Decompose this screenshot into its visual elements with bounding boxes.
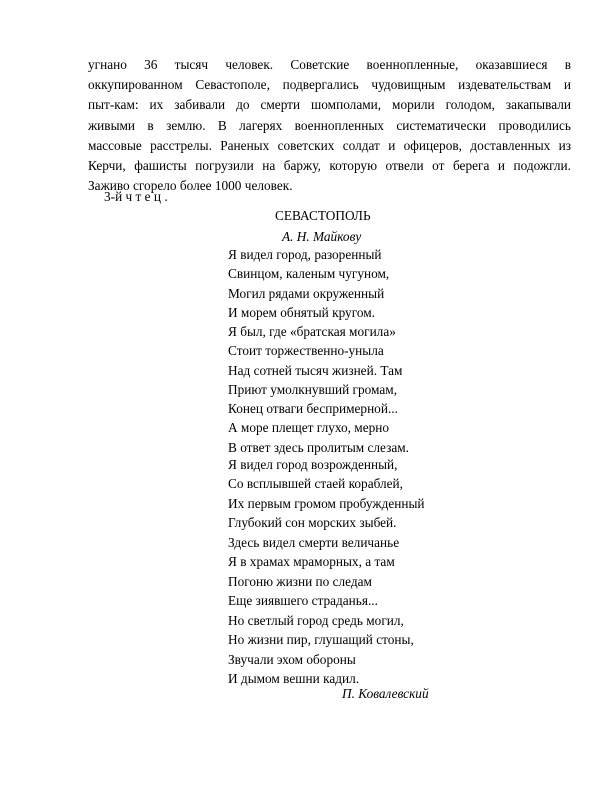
verse-line: Могил рядами окруженный	[228, 285, 385, 301]
prose-line: Заживо сгорело более 1000 человек.	[88, 178, 293, 194]
poem-stanza	[228, 245, 528, 322]
verse-line: Я видел город, разоренный	[228, 247, 382, 262]
verse-line: Здесь видел смерти величанье	[228, 535, 400, 550]
verse-line: Их первым громом пробужденный	[228, 495, 425, 511]
verse-line: Конец отваги беспримерной...	[228, 401, 398, 417]
poem-stanza	[228, 322, 528, 457]
verse-line: Еще зиявшего страданья...	[228, 592, 378, 608]
poem-stanza	[228, 455, 528, 532]
poem-dedication: А. Н. Майкову	[282, 229, 362, 244]
verse-line: И дымом вешни кадил.	[228, 670, 360, 686]
verse-line: В ответ здесь пролитым слезам.	[228, 439, 409, 455]
verse-line: Глубокий сон морских зыбей.	[228, 514, 397, 530]
verse-line: Но жизни пир, глушащий стоны,	[228, 632, 414, 648]
verse-line: Приют умолкнувший громам,	[228, 381, 398, 397]
verse-line: Я видел город возрожденный,	[228, 457, 398, 472]
verse-line: Свинцом, каленым чугуном,	[228, 266, 390, 282]
prose-line: Керчи, фашисты погрузили на баржу, которую отвели от берега и подожгли.	[88, 157, 571, 173]
poem-title: СЕВАСТОПОЛЬ	[275, 208, 371, 223]
prose-line: угнано 36 тысяч человек. Советские военнопленные, оказавшиеся в	[88, 57, 571, 72]
prose-line: живыми в землю. В лагерях военнопленных систематически проводились	[88, 117, 571, 133]
verse-line: А море плещет глухо, мерно	[228, 420, 390, 436]
reader-label: 3-й ч т е ц .	[104, 189, 168, 204]
verse-line: Стоит торжественно-уныла	[228, 343, 384, 359]
verse-line: Со всплывшей стаей кораблей,	[228, 476, 404, 492]
verse-line: Я в храмах мраморных, а там	[228, 554, 395, 570]
poem-stanza	[228, 533, 528, 610]
verse-line: Но светлый город средь могил,	[228, 613, 404, 628]
verse-line: И морем обнятый кругом.	[228, 304, 375, 320]
prose-line: пыт-кам: их забивали до смерти шомполами, морили голодом, закапывали	[88, 97, 571, 113]
poem-author: П. Ковалевский	[342, 686, 429, 701]
verse-line: Погоню жизни по следам	[228, 573, 372, 589]
prose-line: оккупированном Севастополе, подвергались чудовищным издевательствам и	[88, 77, 571, 93]
verse-line: Над сотней тысяч жизней. Там	[228, 362, 403, 378]
prose-line: массовые расстрелы. Раненых советских солдат и офицеров, доставленных из	[88, 137, 571, 153]
verse-line: Я был, где «братская могила»	[228, 324, 396, 339]
verse-line: Звучали эхом обороны	[228, 651, 356, 667]
prose-paragraph	[88, 55, 571, 196]
poem-stanza	[228, 611, 528, 688]
